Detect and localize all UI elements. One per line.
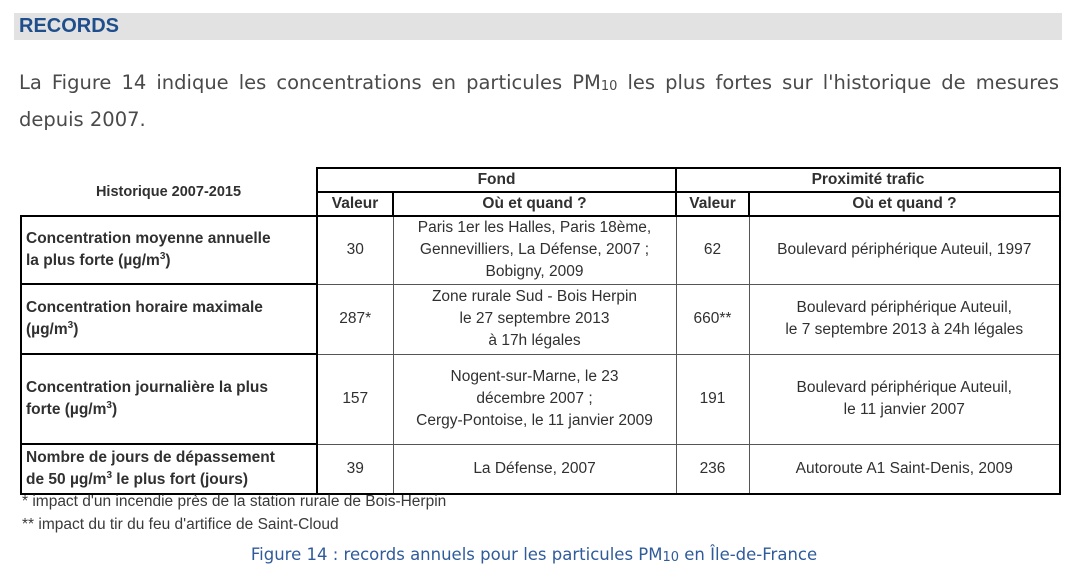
fond-value: 287* xyxy=(317,284,393,354)
intro-text-b: les plus fortes sur l'historique de mesures xyxy=(617,71,1059,94)
trafic-where: Boulevard périphérique Auteuil, le 11 janvier 2007 xyxy=(749,354,1060,444)
row-label: Nombre de jours de dépassement de 50 $\mu g/m^3$ le plus fort (jours) xyxy=(21,444,317,494)
trafic-where: Boulevard périphérique Auteuil, le 7 septembre 2013 à 24h légales xyxy=(749,284,1060,354)
col-header-trafic-valeur: Valeur xyxy=(676,192,749,216)
fond-where: Nogent-sur-Marne, le 23 décembre 2007 ; Cergy-Pontoise, le 11 janvier 2009 xyxy=(393,354,676,444)
footnote-2: ** impact du tir du feu d'artifice de Saint-Cloud xyxy=(22,516,339,533)
intro-text-a: La Figure 14 indique les concentrations en particules PM xyxy=(19,71,601,94)
caption-subscript: 10 xyxy=(662,550,680,565)
pm-subscript: 10 xyxy=(600,79,618,94)
figure-caption xyxy=(0,545,1068,565)
col-header-fond-valeur: Valeur xyxy=(317,192,393,216)
row-label: Concentration horaire maximale $(\mu g/m^3)$ xyxy=(21,284,317,354)
table-row xyxy=(21,444,1060,494)
section-heading: RECORDS xyxy=(19,15,120,37)
fond-where: Zone rurale Sud - Bois Herpin le 27 septembre 2013 à 17h légales xyxy=(393,284,676,354)
trafic-where: Boulevard périphérique Auteuil, 1997 xyxy=(749,216,1060,284)
trafic-where: Autoroute A1 Saint-Denis, 2009 xyxy=(749,444,1060,494)
trafic-value: 660** xyxy=(676,284,749,354)
fond-where: Paris 1er les Halles, Paris 18ème, Gennevilliers, La Défense, 2007 ; Bobigny, 2009 xyxy=(393,216,676,284)
group-header-fond: Fond xyxy=(317,168,676,192)
trafic-value: 236 xyxy=(676,444,749,494)
intro-line-2: depuis 2007. xyxy=(19,108,146,131)
footnote-1: * impact d'un incendie près de la station rurale de Bois-Herpin xyxy=(22,493,447,510)
group-header-trafic: Proximité trafic xyxy=(676,168,1060,192)
intro-paragraph xyxy=(19,66,1059,136)
table-row xyxy=(21,216,1060,284)
fond-value: 157 xyxy=(317,354,393,444)
table-row xyxy=(21,284,1060,354)
caption-text-b: en Île-de-France xyxy=(679,545,818,564)
row-label: Concentration moyenne annuelle la plus forte $(\mu g/m^3)$ xyxy=(21,216,317,284)
row-label: Concentration journalière la plus forte $(\mu g/m^3)$ xyxy=(21,354,317,444)
fond-where: La Défense, 2007 xyxy=(393,444,676,494)
trafic-value: 62 xyxy=(676,216,749,284)
records-table xyxy=(20,167,1061,495)
table-row xyxy=(21,354,1060,444)
fond-value: 30 xyxy=(317,216,393,284)
corner-label: Historique 2007-2015 xyxy=(95,183,242,200)
intro-line-1 xyxy=(19,66,1059,103)
caption-text-a: Figure 14 : records annuels pour les particules PM xyxy=(250,545,663,564)
section-heading-bar xyxy=(14,13,1062,40)
col-header-trafic-ou: Où et quand ? xyxy=(749,192,1060,216)
col-header-fond-ou: Où et quand ? xyxy=(393,192,676,216)
trafic-value: 191 xyxy=(676,354,749,444)
fond-value: 39 xyxy=(317,444,393,494)
